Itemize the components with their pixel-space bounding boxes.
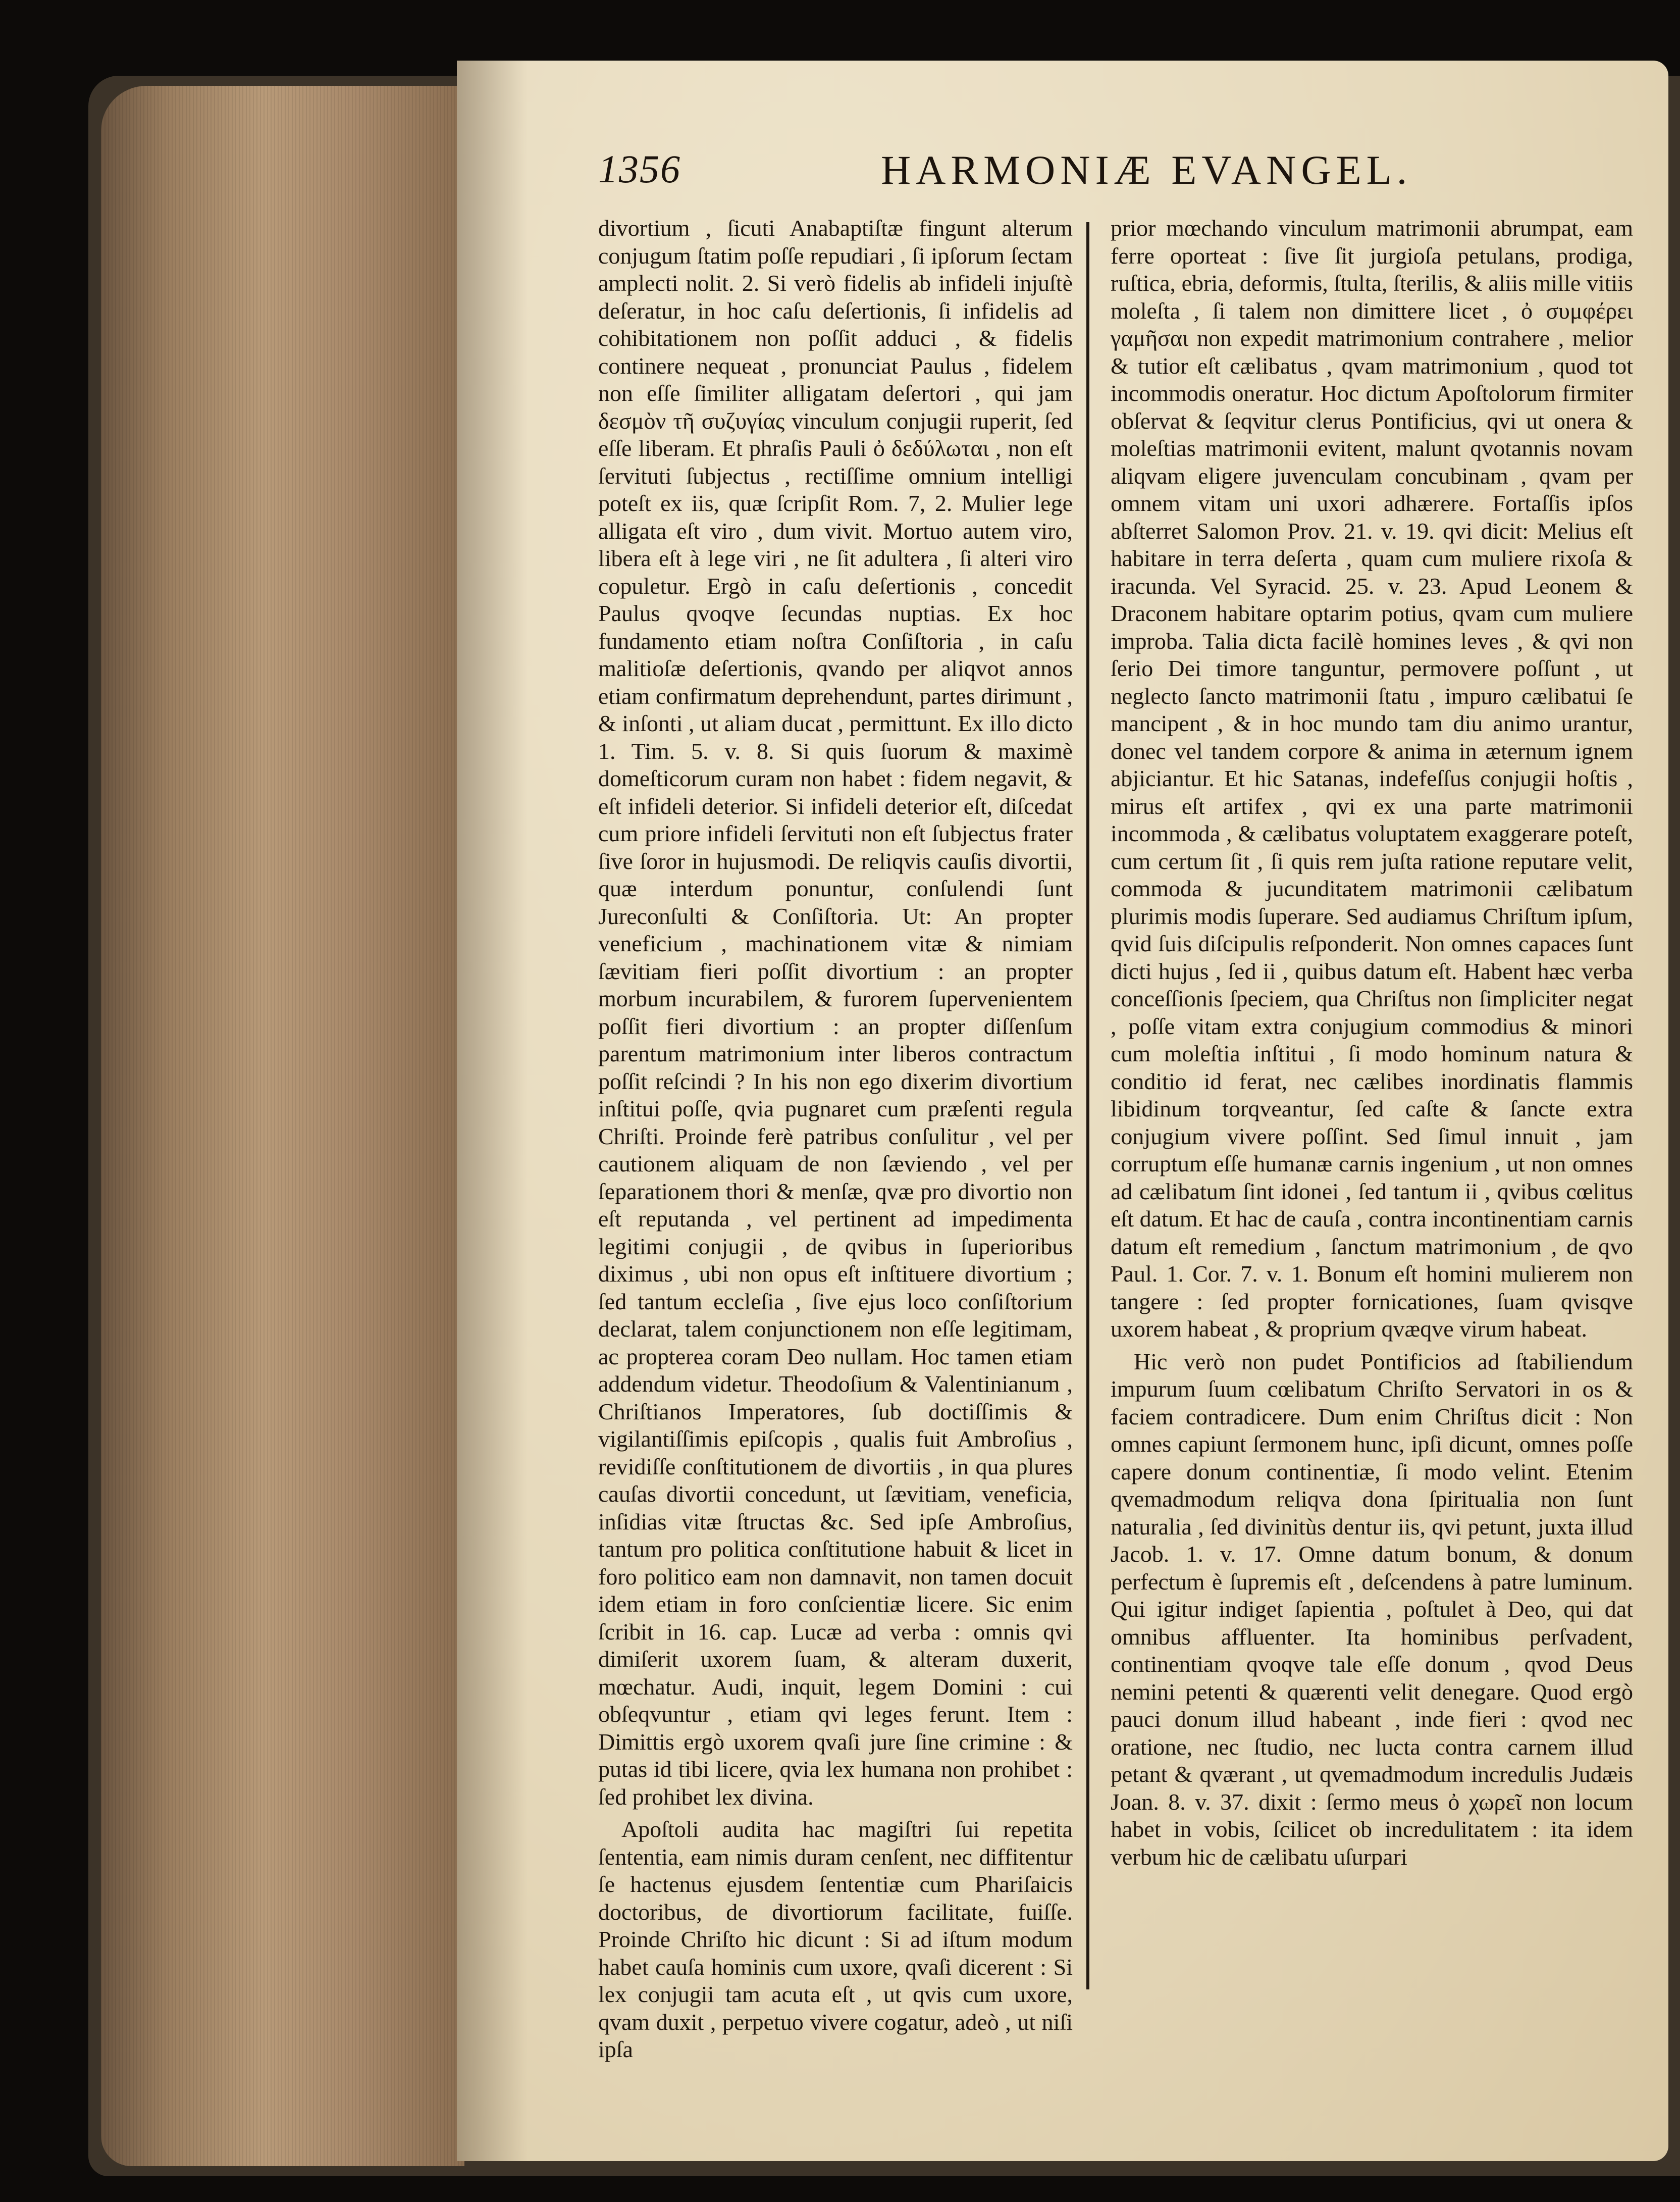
left-paragraph-1: divortium , ſicuti Anabaptiſtæ fingunt alterum conjugum ſtatim poſſe repudiari , ſi ipſorum ſectam amplecti nolit. 2. Si verò fidelis ab infideli injuſtè deſeratur, in hoc caſu deſertionis, ſi infidelis ad cohibitationem non poſſit adduci , & fidelis continere nequeat , pronunciat Paulus , fidelem non eſſe ſimiliter alligatam deſertori , qui jam δεσμὸν τῆ συζυγίας vinculum conjugii ruperit, ſed eſſe liberam. Et phraſis Pauli ὀ δεδύλωται , non eſt ſervituti ſubjectus , rectiſſime omnium intelligi poteſt ex iis, quæ ſcripſit Rom. 7, 2. Mulier lege alligata eſt viro , dum vivit. Mortuo autem viro, libera eſt à lege viri , ne ſit adultera , ſi alteri viro copuletur. Ergò in caſu deſertionis , concedit Paulus qvoqve ſecundas nuptias. Ex hoc fundamento etiam noſtra Conſiſtoria , in caſu malitioſæ deſertionis, qvando per aliqvot annos etiam confirmatum deprehendunt, partes dirimunt , & inſonti , ut aliam ducat , permittunt. Ex illo dicto 1. Tim. 5. v. 8. Si quis ſuorum & maximè domeſticorum curam non habet : fidem negavit, & eſt infideli deterior. Si infideli deterior eſt, diſcedat cum priore infideli ſervituti non eſt ſubjectus frater ſive ſoror in hujusmodi. De reliqvis cauſis divortii, quæ interdum ponuntur, conſulendi ſunt Jureconſulti & Conſiſtoria. Ut: An propter veneficium , machinationem vitæ & nimiam ſævitiam fieri poſſit divortium : an propter morbum incurabilem, & furorem ſupervenientem poſſit fieri divortium : an propter diſſenſum parentum matrimonium inter liberos contractum poſſit reſcindi ? In his non ego dixerim divortium inſtitui poſſe, qvia pugnaret cum præſenti regula Chriſti. Proinde ferè patribus conſulitur , vel per cautionem aliquam de non ſæviendo , vel per ſeparationem thori & menſæ, qvæ pro divortio non eſt reputanda , vel pertinent ad impedimenta legitimi conjugii , de qvibus in ſuperioribus diximus , ubi non opus eſt inſtituere divortium ; ſed tantum eccleſia , ſive ejus loco conſiſtorium declarat, talem conjunctionem non eſſe legitimam, ac propterea coram Deo nullam. Hoc tamen etiam addendum videtur. Theodoſium & Valentinianum , Chriſtianos Imperatores, ſub doctiſſimis & vigilantiſſimis epiſcopis , qualis fuit Ambroſius , revidiſſe conſtitutionem de divortiis , in qua plures cauſas divortii concedunt, ut ſævitiam, veneficia, inſidias vitæ ſtructas &c. Sed ipſe Ambroſius, tantum pro politica conſtitutione habuit & licet in foro politico eam non damnavit, non tamen docuit idem etiam in foro conſcientiæ licere. Sic enim ſcribit in 16. cap. Lucæ ad verba : omnis qvi dimiſerit uxorem ſuam, & alteram duxerit, mœchatur. Audi, inquit, legem Domini : cui obſeqvuntur , etiam qvi leges ferunt. Item : Dimittis ergò uxorem qvaſi jure ſine crimine : & putas id tibi licere, qvia lex humana non prohibet : ſed prohibet lex divina. bbox=[598, 215, 1073, 1810]
right-paragraph-2: Hic verò non pudet Pontificios ad ſtabiliendum impurum ſuum cœlibatum Chriſto Servatori in os & faciem contradicere. Dum enim Chriſtus dicit : Non omnes capiunt ſermonem hunc, ipſi dicunt, omnes poſſe capere donum continentiæ, ſi modo velint. Etenim qvemadmodum reliqva dona ſpiritualia non ſunt naturalia , ſed divinitùs dentur iis, qvi petunt, juxta illud Jacob. 1. v. 17. Omne datum bonum, & donum perfectum è ſupremis eſt , deſcendens à patre luminum. Qui igitur indiget ſapientia , poſtulet à Deo, qui dat omnibus affluenter. Ita hominibus perſvadent, continentiam qvoqve tale eſſe donum , qvod Deus nemini petenti & quærenti velit denegare. Quod ergò pauci donum illud habeant , inde fieri : qvod nec oratione, nec ſtudio, nec lucta contra carnem illud petant & qværant , ut qvemadmodum incredulis Judæis Joan. 8. v. 37. dixit : ſermo meus ὀ χωρεῖ non locum habet in vobis, ſcilicet ob incredulitatem : ita idem verbum hic de cælibatu uſurpari bbox=[1111, 1348, 1633, 1870]
left-text-column bbox=[598, 215, 1073, 2062]
page-number: 1356 bbox=[598, 147, 681, 191]
left-paragraph-2: Apoſtoli audita hac magiſtri ſui repetita ſententia, eam nimis duram cenſent, nec diffitentur ſe hactenus ejusdem ſententiæ cum Phariſaicis doctoribus, de divortiorum facilitate, fuiſſe. Proinde Chriſto hic dicunt : Si ad iſtum modum habet cauſa hominis cum uxore, qvaſi dicerent : Si lex conjugii tam acuta eſt , ut qvis cum uxore, qvam duxit , perpetuo vivere cogatur, adeò , ut niſi ipſa bbox=[598, 1816, 1073, 2062]
column-rule bbox=[1086, 222, 1089, 1989]
page-fore-edge bbox=[101, 86, 464, 2166]
right-paragraph-1: prior mœchando vinculum matrimonii abrumpat, eam ferre oporteat : ſive ſit jurgioſa petulans, prodiga, ruſtica, ebria, deformis, ſtulta, ſterilis, & aliis mille vitiis moleſta , ſi talem non dimittere licet , ὀ συμφέρει γαμῆσαι non expedit matrimonium contrahere , melior & tutior eſt cælibatus , qvam matrimonium , quod tot incommodis oneratur. Hoc dictum Apoſtolorum firmiter obſervat & ſeqvitur clerus Pontificius, qvi ut onera & moleſtias matrimonii evitent, malunt qvotannis novam aliqvam eligere juvenculam concubinam , qvam per omnem vitam uni uxori adhærere. Fortaſſis ipſos abſterret Salomon Prov. 21. v. 19. qvi dicit: Melius eſt habitare in terra deſerta , quam cum muliere rixoſa & iracunda. Vel Syracid. 25. v. 23. Apud Leonem & Draconem habitare optarim potius, qvam cum muliere improba. Talia dicta facilè homines leves , & qvi non ſerio Dei timore tanguntur, permovere poſſunt , ut neglecto ſancto matrimonii ſtatu , impuro cælibatui ſe mancipent , & in hoc mundo tam diu animo urantur, donec vel tandem corpore & anima in æternum ignem abjiciantur. Et hic Satanas, indefeſſus conjugii hoſtis , mirus eſt artifex , qvi ex una parte matrimonii incommoda , & cælibatus voluptatem exaggerare poteſt, cum certum ſit , ſi quis rem juſta ratione reputare velit, commoda & jucunditatem matrimonii cælibatum plurimis modis ſuperare. Sed audiamus Chriſtum ipſum, qvid ſuis diſcipulis reſponderit. Non omnes capaces ſunt dicti hujus , ſed ii , quibus datum eſt. Habent hæc verba conceſſionis ſpeciem, qua Chriſtus non ſimpliciter negat , poſſe vitam extra conjugium commodius & minori cum moleſtia inſtitui , ſi modo hominum natura & conditio id ferat, nec cælibes inordinatis flammis libidinum torqveantur, ſed caſte & ſancte extra conjugium vivere poſſint. Sed ſimul innuit , jam corruptum eſſe humanæ carnis ingenium , ut non omnes ad cælibatum ſint idonei , ſed tantum ii , qvibus cœlitus eſt datum. Et hac de cauſa , contra incontinentiam carnis datum eſt remedium , ſanctum matrimonium , de qvo Paul. 1. Cor. 7. v. 1. Bonum eſt homini mulierem non tangere : ſed propter fornicationes, ſuam qvisqve uxorem habeat , & proprium qvæqve virum habeat. bbox=[1111, 215, 1633, 1342]
right-text-column bbox=[1111, 215, 1633, 1992]
running-title: HARMONIÆ EVANGEL. bbox=[881, 147, 1412, 193]
gutter-shadow bbox=[457, 61, 528, 2161]
